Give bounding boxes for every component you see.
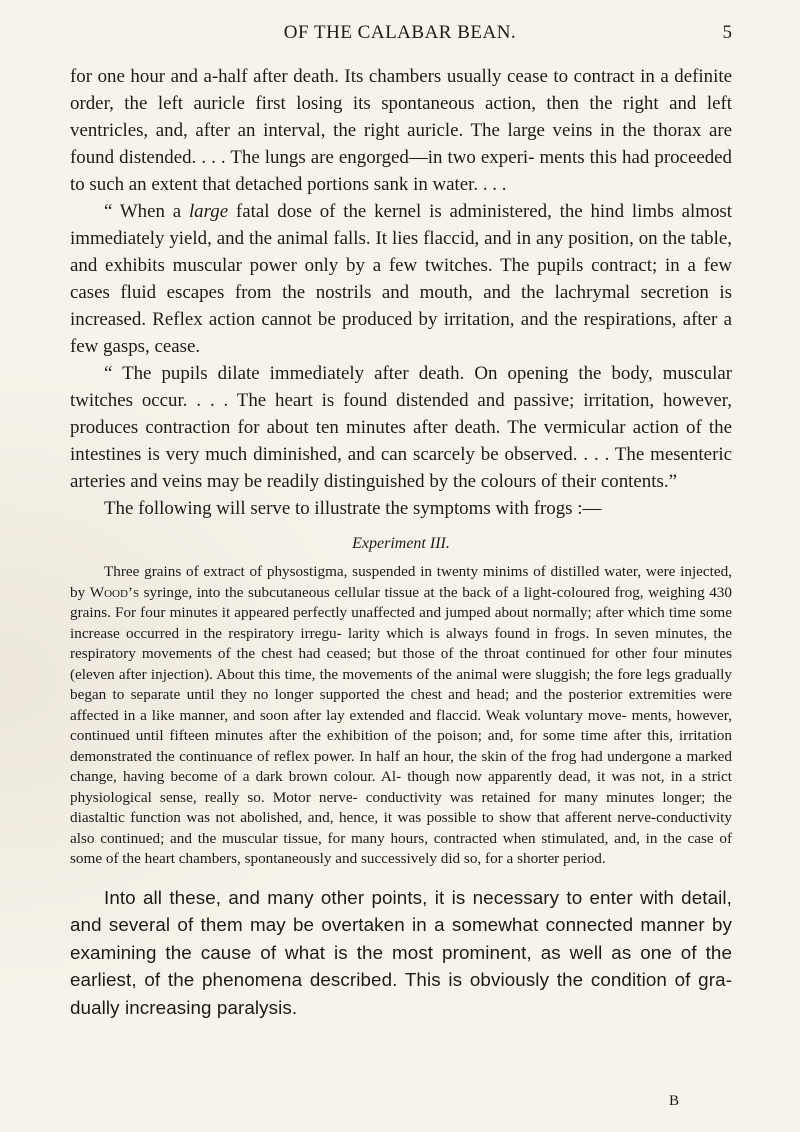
running-head [70, 22, 730, 48]
experiment-text-start: Three grains of extract of physostigma, suspended in twenty minims of distilled water, were injected, by [70, 563, 732, 601]
page-number: 5 [722, 22, 732, 43]
woods-smallcaps: Wood’s [89, 583, 140, 601]
experiment-heading: Experiment III. [352, 535, 450, 552]
closing-paragraph: Into all these, and many other points, it is necessary to enter with detail, and several of them may be overtaken in a somewhat connected manner by examining the cause of what is the most prominent, as well as one of the earliest, of the phenomena described. This is obviously the condition of gra- dually increasing paralysis. [70, 886, 732, 1018]
quote-open-text: “ When a [104, 201, 189, 222]
text-body [70, 63, 732, 1021]
signature-mark: B [669, 1093, 680, 1109]
paragraph-large-dose [70, 198, 732, 360]
emphasis-large: large [188, 201, 229, 222]
large-dose-text: fatal dose of the kernel is administered, the hind limbs almost immediately yield, and the animal falls. It lies flaccid, and in any position, on the table, and exhibits muscular power only by a few twitches. The pupils contract; in a few cases fluid escapes from the nostrils and mouth, and the lachrymal secretion is increased. Reflex action cannot be produced by irritation, and the respirations, after a few gasps, cease. [70, 201, 733, 357]
paragraph-pupils-dilate: “ The pupils dilate immediately after death. On opening the body, muscular twitches occur. . . . The heart is found distended and passive; irritation, however, produces contraction for about ten minutes after death. The vermicular action of the intestines is very much diminished, and can scarcely be observed. . . . The mesenteric arteries and veins may be readily distinguished by the colours of their contents.” [70, 363, 732, 492]
paragraph-frogs-intro: The following will serve to illustrate the symptoms with frogs :— [104, 498, 602, 519]
paragraph-heart-chambers: for one hour and a-half after death. Its chambers usually cease to contract in a definite order, the left auricle first losing its spontaneous action, then the right and left ventricles, and, after an interval, the right auricle. The large veins in the thorax are found distended. . . . The lungs are engorged—in two experi- ments this had proceeded to such an extent that detached portions sank in water. . . . [70, 66, 732, 195]
running-head-title: OF THE CALABAR BEAN. [283, 22, 517, 43]
experiment-text-rest: syringe, into the subcutaneous cellular tissue at the back of a light-coloured frog, weighing 430 grains. For four minutes it appeared perfectly unaffected and jumped about normally; after which time some increase occurred in the respiratory irregu- larity which is always found in frogs. In seven minutes, the respiratory movements of the chest had ceased; but those of the throat continued for other four minutes (eleven after injection). About this time, the movements of the animal were sluggish; the fore legs gradually began to separate until they no longer supported the chest and head; and the posterior extremities were affected in a like manner, and soon after lay extended and flaccid. Weak voluntary move- ments, however, continued until fifteen minutes after the exhibition of the poison; and, for some time after this, irritation demonstrated the continuance of reflex power. In half an hour, the skin of the frog had undergone a marked change, having become of a dark brown colour. Al- though now apparently dead, it was not, in a strict physiological sense, really so. Motor nerve- conductivity was retained for many minutes longer; the diastaltic function was not abolished, and, hence, it was possible to show that afferent nerve-conductivity also continued; and the muscular tissue, for many hours, contracted when stimulated, and, in the case of some of the heart chambers, spontaneously and successively did so, for a shorter period. [70, 583, 732, 867]
experiment-text [70, 562, 732, 870]
